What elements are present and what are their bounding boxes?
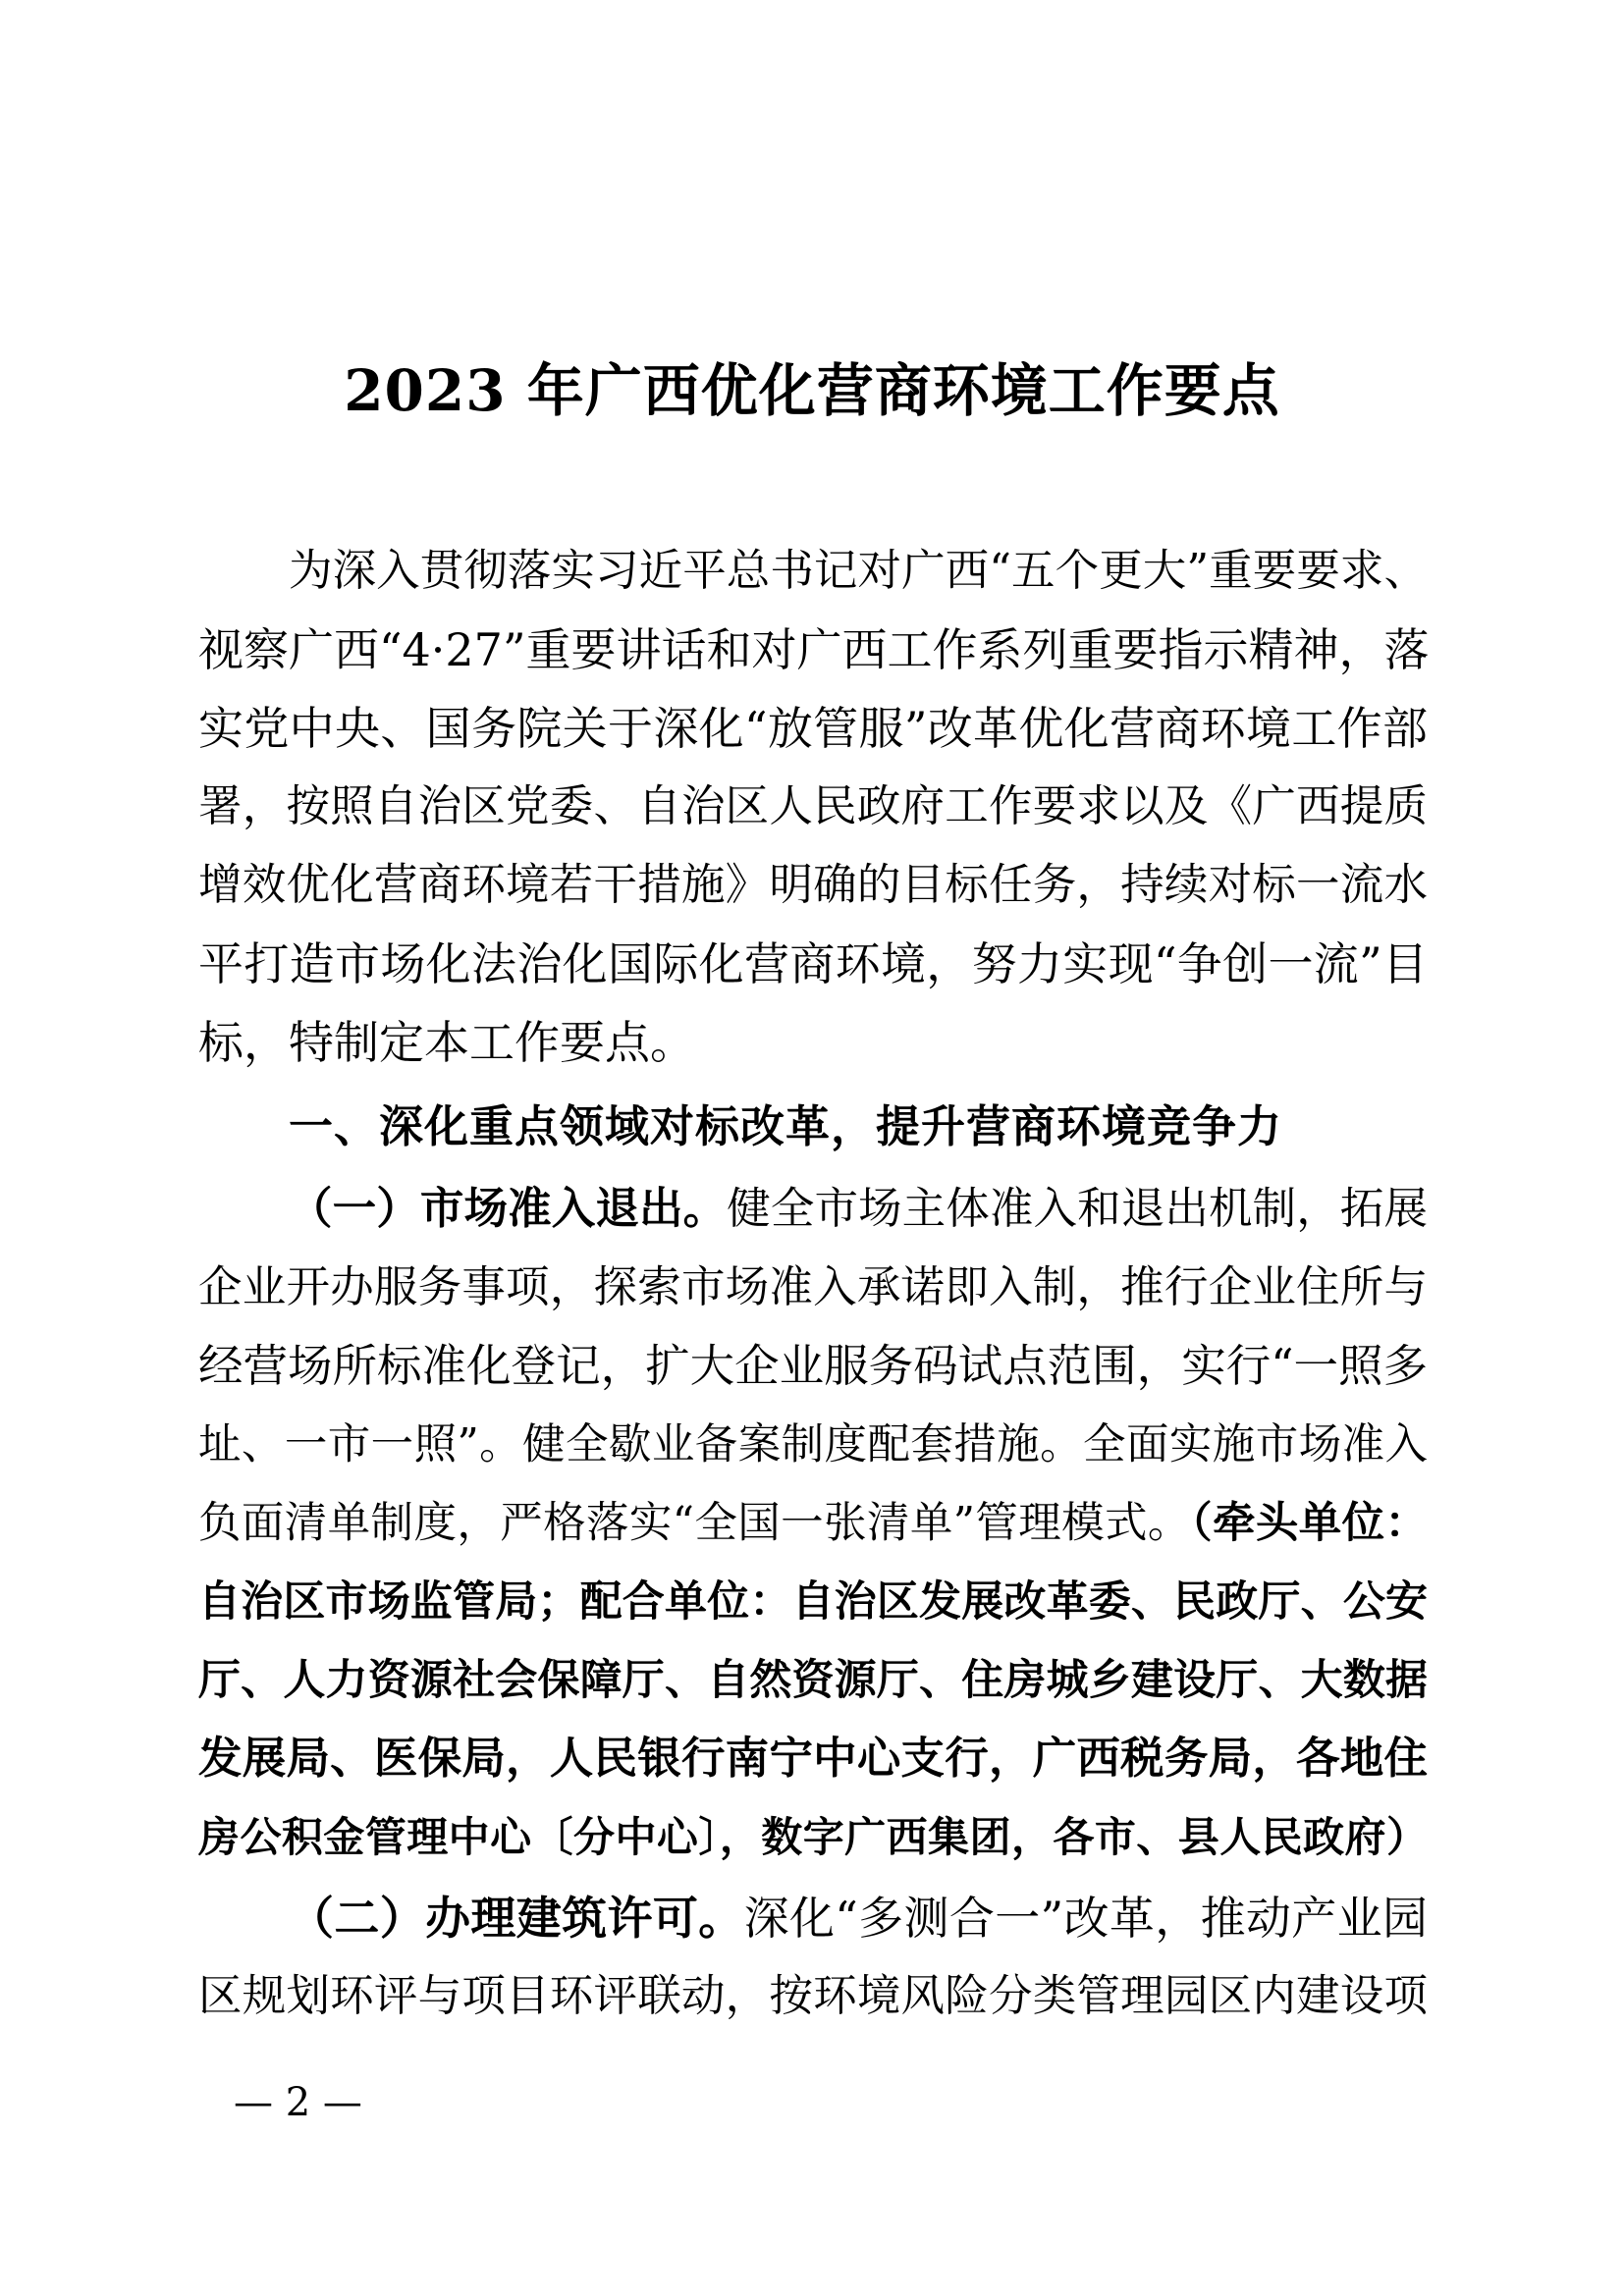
item2-first-line-text: 深化“多测合一”改革，推动产业园 xyxy=(743,1892,1428,1945)
section-heading: 一、深化重点领域对标改革，提升营商环境竞争力 xyxy=(289,1100,1283,1152)
document-title: 2023 年广西优化营商环境工作要点 xyxy=(344,357,1280,424)
intro-line: 为深入贯彻落实习近平总书记对广西“五个更大”重要要求、 xyxy=(289,546,1428,596)
item1-line: 经营场所标准化登记，扩大企业服务码试点范围，实行“一照多 xyxy=(198,1340,1428,1392)
item2-first-line xyxy=(289,1879,1428,1957)
intro-line: 增效优化营商环境若干措施》明确的目标任务，持续对标一流水 xyxy=(198,860,1428,910)
item1-label: （一）市场准入退出。 xyxy=(289,1184,728,1234)
page-number: — 2 — xyxy=(234,2080,362,2125)
item1-first-line xyxy=(289,1170,1428,1249)
item2-label: （二）办理建筑许可。 xyxy=(289,1892,744,1945)
item2-line: 区规划环评与项目环评联动，按环境风险分类管理园区内建设项 xyxy=(198,1971,1428,2021)
intro-line: 标，特制定本工作要点。 xyxy=(198,1016,695,1069)
responsible-units-line: 厅、人力资源社会保障厅、自然资源厅、住房城乡建设厅、大数据 xyxy=(198,1656,1428,1705)
responsible-units-line: 发展局、医保局，人民银行南宁中心支行，广西税务局，各地住 xyxy=(198,1734,1428,1784)
item1-first-line-text: 健全市场主体准入和退出机制，拓展 xyxy=(727,1184,1428,1234)
responsible-units-line: 自治区市场监管局；配合单位：自治区发展改革委、民政厅、公安 xyxy=(198,1577,1428,1627)
intro-line: 实党中央、国务院关于深化“放管服”改革优化营商环境工作部 xyxy=(198,702,1428,755)
intro-line: 署，按照自治区党委、自治区人民政府工作要求以及《广西提质 xyxy=(198,781,1428,831)
lead-unit-label: （牵头单位： xyxy=(1190,1499,1429,1548)
intro-line: 视察广西“4·27”重要讲话和对广西工作系列重要指示精神，落 xyxy=(198,623,1430,676)
intro-line: 平打造市场化法治化国际化营商环境，努力实现“争创一流”目 xyxy=(198,937,1428,990)
responsible-units-line: 房公积金管理中心〔分中心〕，数字广西集团，各市、县人民政府） xyxy=(198,1813,1428,1861)
item1-line: 址、一市一照”。健全歇业备案制度配套措施。全面实施市场准入 xyxy=(198,1420,1428,1469)
item1-line-mixed xyxy=(198,1484,1428,1563)
item1-line-plain: 负面清单制度，严格落实“全国一张清单”管理模式。 xyxy=(198,1499,1191,1548)
item1-line: 企业开办服务事项，探索市场准入承诺即入制，推行企业住所与 xyxy=(198,1262,1428,1312)
